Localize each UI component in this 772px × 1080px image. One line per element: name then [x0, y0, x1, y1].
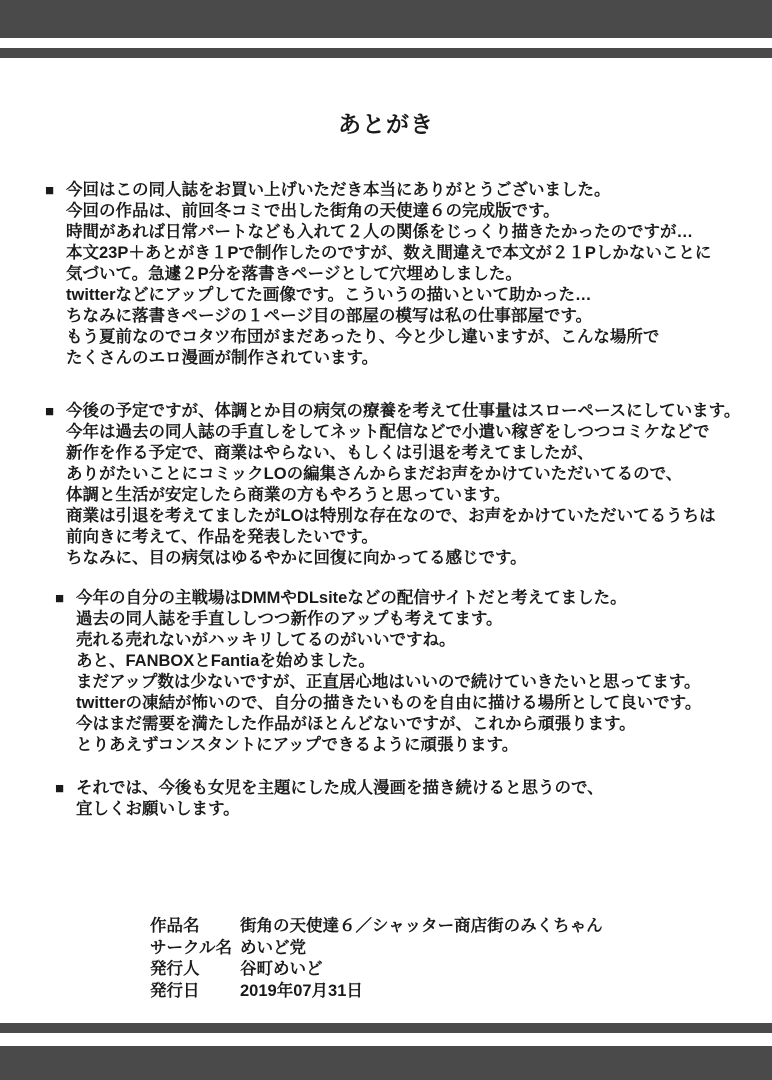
- top-accent-stripe: [0, 48, 772, 58]
- afterword-line: ちなみに、目の病気はゆるやかに回復に向かってる感じです。: [66, 549, 527, 567]
- colophon-value: めいど党: [240, 938, 306, 957]
- afterword-line: [55, 588, 701, 609]
- afterword-line: あと、FANBOXとFantiaを始めました。: [76, 652, 375, 670]
- bullet-square-icon: ■: [45, 403, 55, 420]
- colophon-row-circle: [150, 938, 603, 960]
- colophon-label: 発行日: [150, 981, 200, 1000]
- afterword-section-distribution: [55, 588, 701, 756]
- colophon-value: 谷町めいど: [240, 960, 323, 978]
- afterword-line: ちなみに落書きページの１ページ目の部屋の模写は私の仕事部屋です。: [66, 307, 593, 325]
- afterword-line-text: それでは、今後も女児を主題にした成人漫画を描き続けると思うので、: [76, 779, 604, 797]
- colophon-row-publisher: [150, 959, 603, 981]
- afterword-line: 商業は引退を考えてましたがLOは特別な存在なので、お声をかけていただいてるうちは: [66, 507, 716, 525]
- colophon-label: サークル名: [150, 938, 233, 957]
- afterword-line: ありがたいことにコミックLOの編集さんからまだお声をかけていただいてるので、: [66, 465, 683, 483]
- afterword-line: 今年は過去の同人誌の手直しをしてネット配信などで小遣い稼ぎをしつつコミケなどで: [66, 423, 710, 441]
- afterword-line: twitterの凍結が怖いので、自分の描きたいものを自由に描ける場所として良いです。: [76, 694, 702, 712]
- afterword-line: 売れる売れないがハッキリしてるのがいいですね。: [76, 631, 456, 649]
- afterword-line: 今回の作品は、前回冬コミで出した街角の天使達６の完成版です。: [66, 202, 560, 220]
- afterword-line: もう夏前なのでコタツ布団がまだあったり、今と少し違いますが、こんな場所で: [66, 328, 660, 346]
- afterword-section-closing: [55, 778, 604, 820]
- afterword-section-future-plans: [45, 401, 740, 569]
- afterword-line-text: 今後の予定ですが、体調とか目の病気の療養を考えて仕事量はスローペースにしています。: [66, 402, 741, 420]
- afterword-line: まだアップ数は少ないですが、正直居心地はいいので続けていきたいと思ってます。: [76, 673, 701, 691]
- bullet-square-icon: ■: [45, 182, 55, 199]
- afterword-line: [45, 401, 740, 422]
- top-border-bar: [0, 0, 772, 38]
- afterword-section-thanks: [45, 180, 711, 369]
- bullet-square-icon: ■: [55, 590, 65, 607]
- afterword-line: 今はまだ需要を満たした作品がほとんどないですが、これから頑張ります。: [76, 715, 636, 733]
- colophon-value: 2019年07月31日: [240, 981, 363, 1000]
- colophon-row-title: [150, 916, 603, 938]
- afterword-line: 過去の同人誌を手直ししつつ新作のアップも考えてます。: [76, 610, 503, 628]
- afterword-line-text: 今年の自分の主戦場はDMMやDLsiteなどの配信サイトだと考えてました。: [76, 589, 627, 607]
- bottom-accent-stripe: [0, 1023, 772, 1033]
- bullet-square-icon: ■: [55, 780, 65, 797]
- afterword-line: 前向きに考えて、作品を発表したいです。: [66, 528, 378, 546]
- afterword-line: 本文23P＋あとがき１Pで制作したのですが、数え間違えで本文が２１Pしかないことに: [66, 244, 712, 262]
- colophon-row-date: [150, 981, 603, 1003]
- afterword-line: とりあえずコンスタントにアップできるように頑張ります。: [76, 736, 519, 754]
- afterword-line: twitterなどにアップしてた画像です。こういうの描いといて助かった…: [66, 286, 592, 304]
- colophon-label: 発行人: [150, 960, 200, 978]
- colophon-value: 街角の天使達６／シャッター商店街のみくちゃん: [240, 917, 603, 935]
- page-title: あとがき: [338, 111, 434, 137]
- afterword-line: 時間があれば日常パートなども入れて２人の関係をじっくり描きたかったのですが…: [66, 223, 693, 241]
- afterword-line: 気づいて。急遽２P分を落書きページとして穴埋めしました。: [66, 265, 522, 283]
- afterword-line: 新作を作る予定で、商業はやらない、もしくは引退を考えてましたが、: [66, 444, 594, 462]
- afterword-line-text: 今回はこの同人誌をお買い上げいただき本当にありがとうございました。: [66, 181, 611, 199]
- colophon: [150, 916, 603, 1002]
- afterword-line: [55, 778, 604, 799]
- bottom-border-bar: [0, 1046, 772, 1080]
- colophon-label: 作品名: [150, 917, 200, 935]
- afterword-line: [45, 180, 711, 201]
- afterword-line: 宜しくお願いします。: [76, 800, 240, 818]
- afterword-line: 体調と生活が安定したら商業の方もやろうと思っています。: [66, 486, 511, 504]
- afterword-line: たくさんのエロ漫画が制作されています。: [66, 349, 379, 367]
